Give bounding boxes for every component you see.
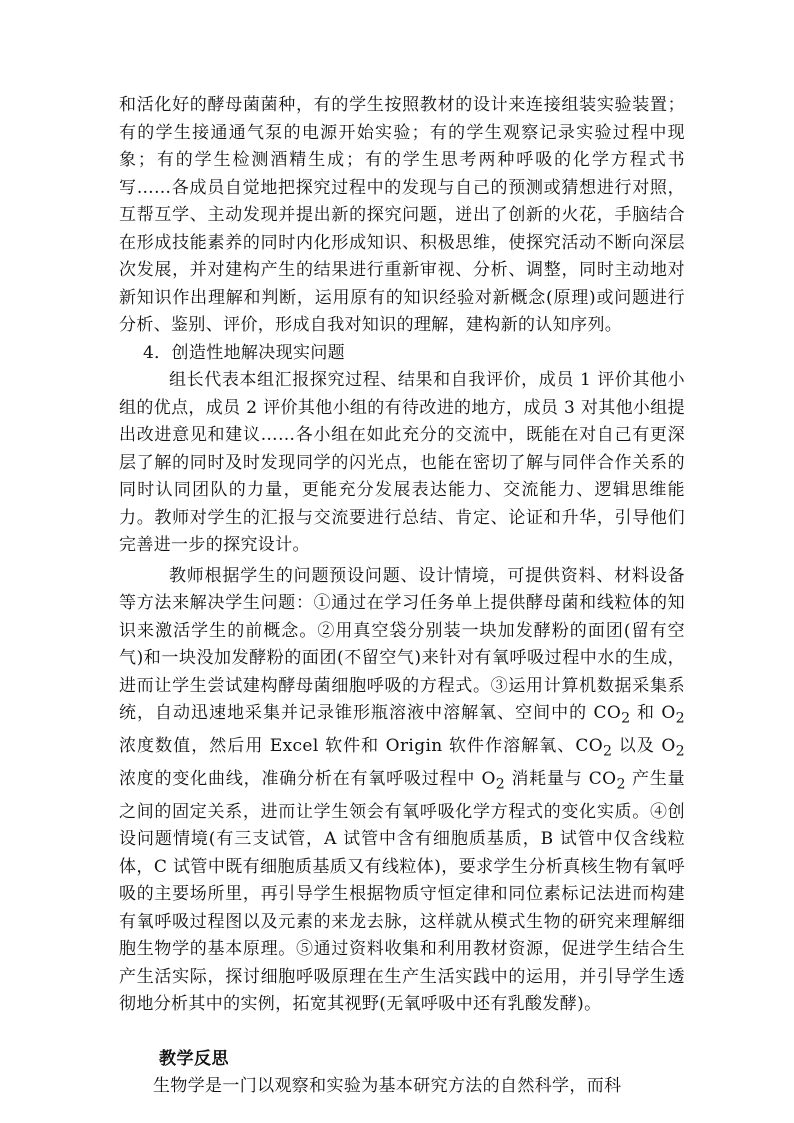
text-segment: 产生量之间的固定关系，进而让学生领会有氧呼吸化学方程式的变化实质。④创设问题情境(有三支试管，A 试管中含有细胞质基质，B 试管中仅含线粒体，C 试管中既有细胞质基质又有线粒体)，要求学生分析真核生物有氧呼吸的主要场所里，再引导学生根据物质守恒定律和同位素标记法进而构建有氧呼吸过程图以及元素的来龙去脉，这样就从模式生物的研究来理解细胞生物学的基本原理。⑤通过资料收集和利用教材资源，促进学生结合生产生活实际，探讨细胞呼吸原理在生产生活实践中的运用，并引导学生透彻地分析其中的实例，拓宽其视野(无氧呼吸中还有乳酸发酵)。 [119,768,685,1015]
subscript-2: 2 [675,743,685,760]
document-page [119,92,685,1101]
paragraph-reflection-start: 生物学是一门以观察和实验为基本研究方法的自然科学，而科 [153,1076,622,1097]
text-segment: 浓度的变化曲线，准确分析在有氧呼吸过程中 O [119,768,496,789]
subscript-2: 2 [621,710,631,727]
text-segment: 以及 O [612,735,676,756]
section-title-teaching-reflection: 教学反思 [159,1048,229,1069]
text-segment: 消耗量与 CO [505,768,617,789]
subscript-2: 2 [675,710,685,727]
subscript-2: 2 [495,776,506,793]
paragraph-group-report: 组长代表本组汇报探究过程、结果和自我评价，成员 1 评价其他小组的优点，成员 2 评价其他小组的有待改进的地方，成员 3 对其他小组提出改进意见和建议……各小组在如此充分的交流中，既能在对自己有更深层了解的同时及时发现同学的闪光点，也能在密切了解与同伴合作关系的同时认同团队的力量，更能充分发展表达能力、交流能力、逻辑思维能力。教师对学生的汇报与交流要进行总结、肯定、论证和升华，引导他们完善进一步的探究设计。 [119,370,685,555]
paragraph-inquiry-activities: 和活化好的酵母菌菌种，有的学生按照教材的设计来连接组装实验装置；有的学生接通通气泵的电源开始实验；有的学生观察记录实验过程中现象；有的学生检测酒精生成；有的学生思考两种呼吸的化学方程式书写……各成员自觉地把探究过程中的发现与自己的预测或猜想进行对照，互帮互学、主动发现并提出新的探究问题，迸出了创新的火花，手脑结合在形成技能素养的同时内化形成知识、积极思维，使探究活动不断向深层次发展，并对建构产生的结果进行重新审视、分析、调整，同时主动地对新知识作出理解和判断，运用原有的知识经验对新概念(原理)或问题进行分析、鉴别、评价，形成自我对知识的理解，建构新的认知序列。 [119,95,685,335]
subscript-2: 2 [602,743,613,760]
paragraph-teacher-scenarios [119,563,685,1019]
text-segment: 浓度数值，然后用 Excel 软件和 Origin 软件作溶解氧、CO [119,735,603,756]
text-segment: 和 O [630,703,676,723]
text-segment: 教师根据学生的问题预设问题、设计情境，可提供资料、材料设备等方法来解决学生问题：①通过在学习任务单上提供酵母菌和线粒体的知识来激活学生的前概念。②用真空袋分别装一块加发酵粉的面团(留有空气)和一块没加发酵粉的面团(不留空气)来针对有氧呼吸过程中水的生成，进而让学生尝试建构酵母菌细胞呼吸的方程式。③运用计算机数据采集系统，自动迅速地采集并记录锥形瓶溶液中溶解氧、空间中的 CO [119,565,685,723]
heading-creative-problem-solving: 4．创造性地解决现实问题 [143,342,346,363]
subscript-2: 2 [616,776,626,793]
